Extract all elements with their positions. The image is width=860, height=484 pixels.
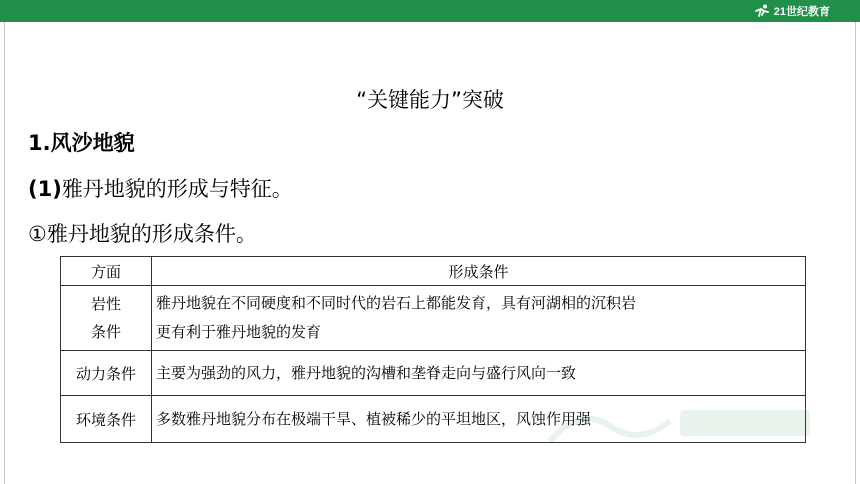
table-row bbox=[61, 351, 806, 396]
content-line: 雅丹地貌在不同硬度和不同时代的岩石上都能发育，具有河湖相的沉积岩 bbox=[156, 294, 637, 312]
row-content: 多数雅丹地貌分布在极端干旱、植被稀少的平坦地区，风蚀作用强 bbox=[152, 396, 806, 443]
heading-number: (1) bbox=[28, 177, 62, 201]
row-label: 动力条件 bbox=[61, 351, 152, 396]
content-line: 更有利于雅丹地貌的发育 bbox=[156, 323, 322, 341]
row-label: 环境条件 bbox=[61, 396, 152, 443]
heading-wind-sand-landform: 1.风沙地貌 bbox=[28, 131, 135, 155]
header-aspect: 方面 bbox=[61, 257, 152, 286]
watermark-logo-icon bbox=[540, 396, 820, 456]
logo-text: 21世纪教育 bbox=[773, 6, 830, 18]
heading-yardang-formation bbox=[28, 173, 293, 203]
label-line: 岩性 bbox=[90, 295, 121, 313]
heading-formation-conditions: ①雅丹地貌的形成条件。 bbox=[28, 222, 257, 246]
label-line: 条件 bbox=[90, 323, 121, 341]
runner-icon bbox=[753, 4, 771, 18]
row-content bbox=[152, 286, 806, 351]
table-header-row bbox=[61, 257, 806, 286]
section-title: “关键能力”突破 bbox=[356, 88, 504, 112]
table-row bbox=[61, 286, 806, 351]
row-label bbox=[61, 286, 152, 351]
row-content: 主要为强劲的风力，雅丹地貌的沟槽和垄脊走向与盛行风向一致 bbox=[152, 351, 806, 396]
top-banner bbox=[0, 0, 860, 22]
brand-logo bbox=[753, 3, 830, 19]
heading-text: 雅丹地貌的形成与特征。 bbox=[61, 177, 293, 201]
header-condition: 形成条件 bbox=[152, 257, 806, 286]
